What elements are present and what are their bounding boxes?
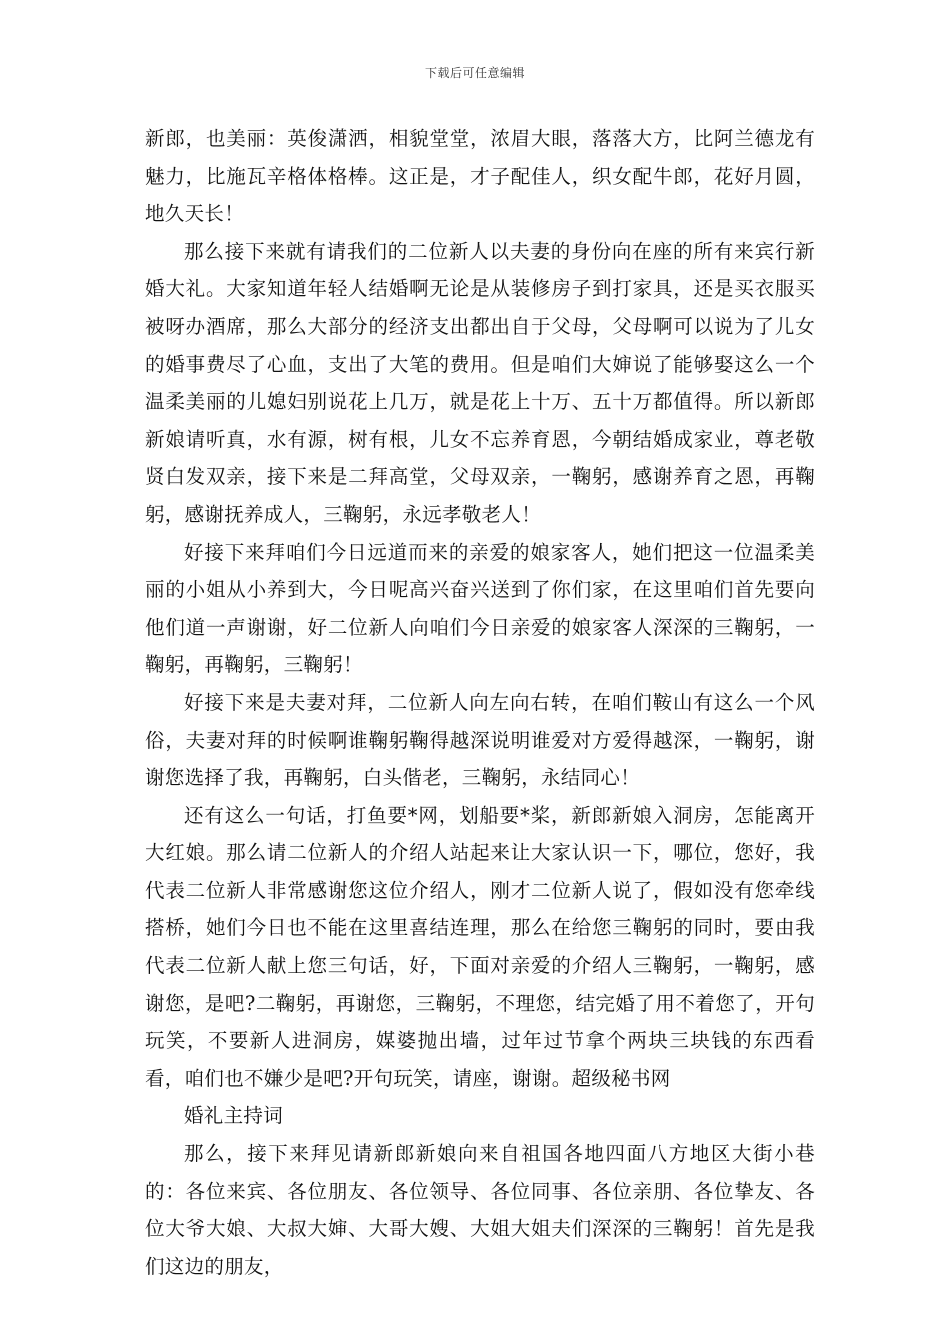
section-heading: 婚礼主持词 [184, 1104, 284, 1128]
paragraph-1: 新郎，也美丽：英俊潇洒，相貌堂堂，浓眉大眼，落落大方，比阿兰德龙有魅力，比施瓦辛格体格棒。这正是，才子配佳人，织女配牛郎，花好月圆，地久天长！ [145, 127, 815, 226]
document-body [145, 120, 815, 1285]
page-header: 下载后可任意编辑 [424, 66, 525, 80]
paragraph-7: 那么，接下来拜见请新郎新娘向来自祖国各地四面八方地区大街小巷的：各位来宾、各位朋友、各位领导、各位同事、各位亲朋、各位挚友、各位大爷大娘、大叔大婶、大哥大嫂、大姐大姐夫们深深的三鞠躬！首先是我们这边的朋友， [145, 1142, 815, 1278]
paragraph-5: 还有这么一句话，打鱼要*网，划船要*桨，新郎新娘入洞房，怎能离开大红娘。那么请二位新人的介绍人站起来让大家认识一下，哪位，您好，我代表二位新人非常感谢您这位介绍人，刚才二位新人说了，假如没有您牵线搭桥，她们今日也不能在这里喜结连理，那么在给您三鞠躬的同时，要由我代表二位新人献上您三句话，好，下面对亲爱的介绍人三鞠躬，一鞠躬，感谢您，是吧?二鞠躬，再谢您，三鞠躬，不理您，结完婚了用不着您了，开句玩笑，不要新人进洞房，媒婆抛出墙，过年过节拿个两块三块钱的东西看看，咱们也不嫌少是吧?开句玩笑，请座，谢谢。超级秘书网 [145, 803, 815, 1090]
paragraph-4: 好接下来是夫妻对拜，二位新人向左向右转，在咱们鞍山有这么一个风俗，夫妻对拜的时候啊谁鞠躬鞠得越深说明谁爱对方爱得越深，一鞠躬，谢谢您选择了我，再鞠躬，白头偕老，三鞠躬，永结同心！ [145, 690, 815, 790]
paragraph-2: 那么接下来就有请我们的二位新人以夫妻的身份向在座的所有来宾行新婚大礼。大家知道年轻人结婚啊无论是从装修房子到打家具，还是买衣服买被呀办酒席，那么大部分的经济支出都出自于父母，父母啊可以说为了儿女的婚事费尽了心血，支出了大笔的费用。但是咱们大婶说了能够娶这么一个温柔美丽的儿媳妇别说花上几万，就是花上十万、五十万都值得。所以新郎新娘请听真，水有源，树有根，儿女不忘养育恩，今朝结婚成家业，尊老敬贤白发双亲，接下来是二拜高堂，父母双亲，一鞠躬，感谢养育之恩，再鞠躬，感谢抚养成人，三鞠躬，永远孝敬老人！ [145, 239, 815, 526]
paragraph-3: 好接下来拜咱们今日远道而来的亲爱的娘家客人，她们把这一位温柔美丽的小姐从小养到大，今日呢高兴奋兴送到了你们家，在这里咱们首先要向他们道一声谢谢，好二位新人向咱们今日亲爱的娘家客人深深的三鞠躬，一鞠躬，再鞠躬，三鞠躬！ [145, 540, 815, 677]
